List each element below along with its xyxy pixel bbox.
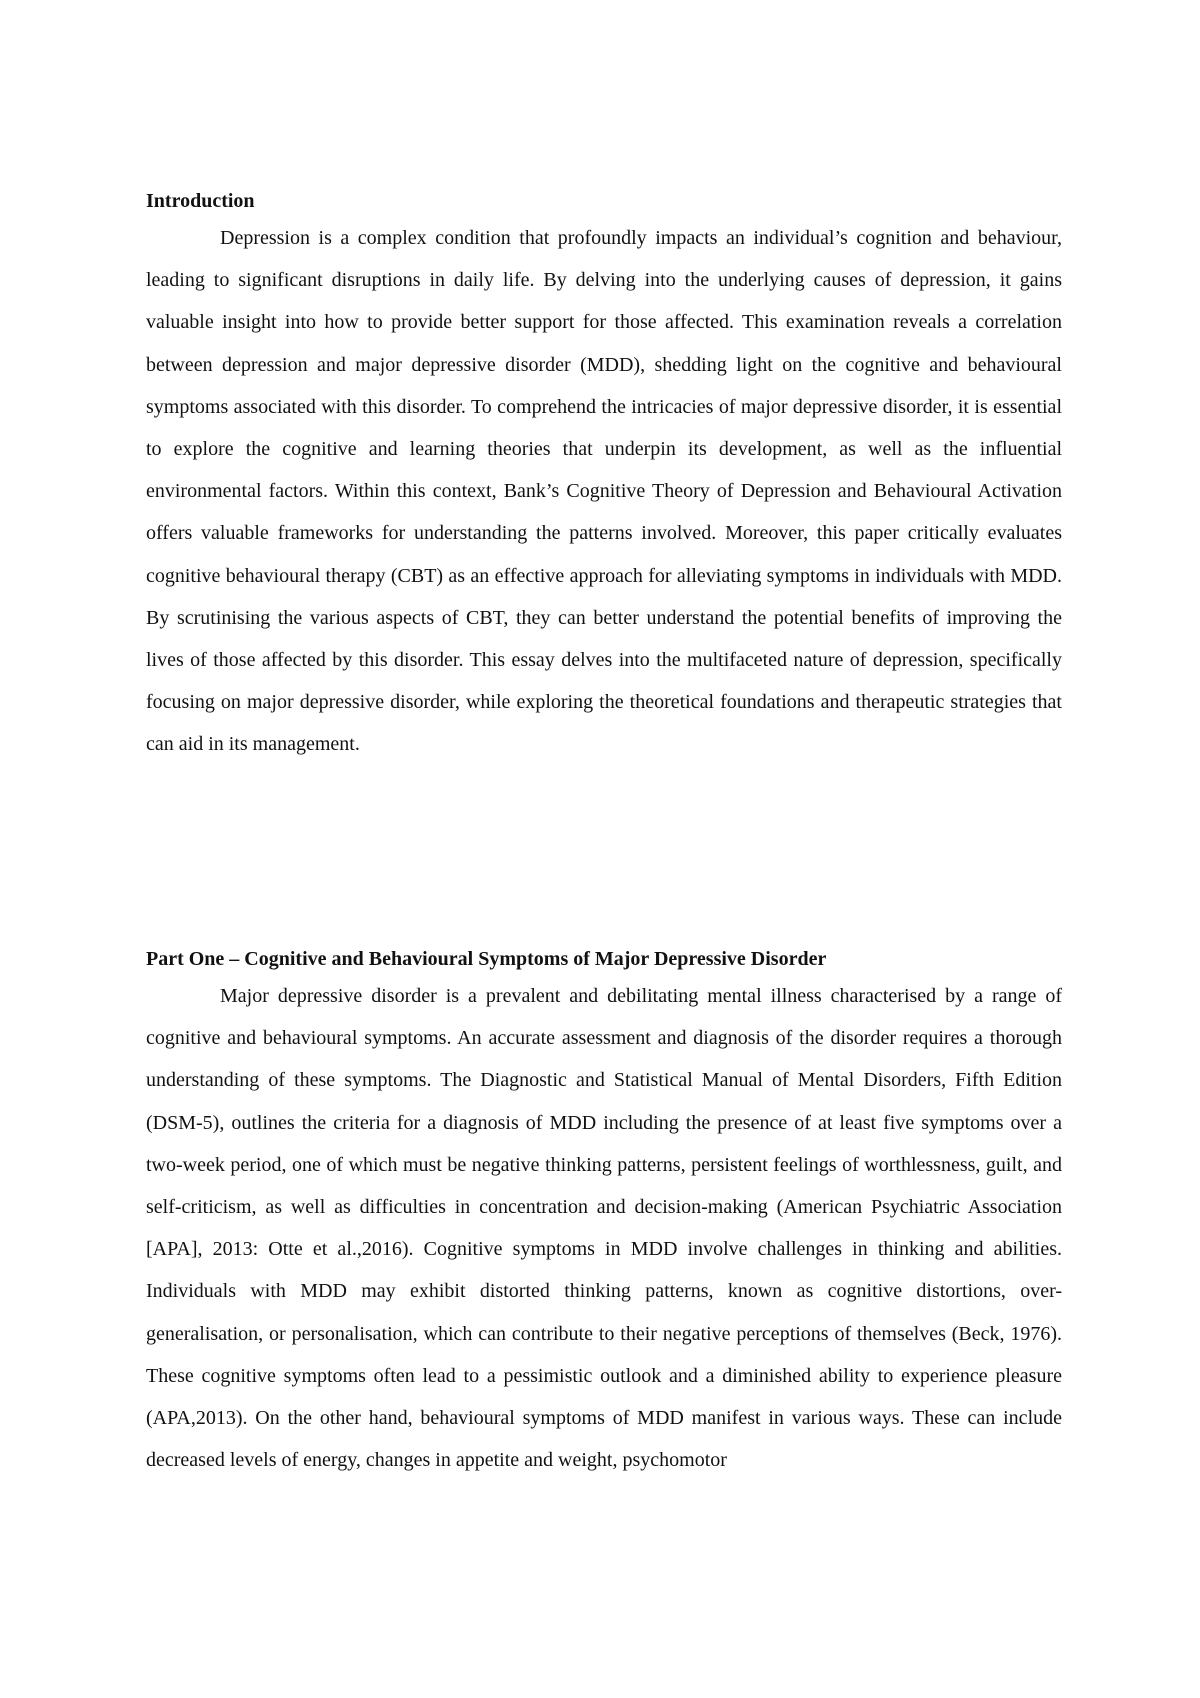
introduction-paragraph: Depression is a complex condition that profoundly impacts an individual’s cognition and behaviour, leading to significant disruptions in daily life. By delving into the underlying causes of depression, it gains valuable insight into how to provide better support for those affected. This examination reveals a correlation between depression and major depressive disorder (MDD), shedding light on the cognitive and behavioural symptoms associated with this disorder. To comprehend the intricacies of major depressive disorder, it is essential to explore the cognitive and learning theories that underpin its development, as well as the influential environmental factors. Within this context, Bank’s Cognitive Theory of Depression and Behavioural Activation offers valuable frameworks for understanding the patterns involved. Moreover, this paper critically evaluates cognitive behavioural therapy (CBT) as an effective approach for alleviating symptoms in individuals with MDD. By scrutinising the various aspects of CBT, they can better understand the potential benefits of improving the lives of those affected by this disorder. This essay delves into the multifaceted nature of depression, specifically focusing on major depressive disorder, while exploring the theoretical foundations and therapeutic strategies that can aid in its management. bbox=[146, 227, 1062, 756]
part-one-heading: Part One – Cognitive and Behavioural Symptoms of Major Depressive Disorder bbox=[146, 948, 827, 970]
part-one-section bbox=[146, 944, 1062, 1481]
part-one-paragraph: Major depressive disorder is a prevalent and debilitating mental illness characterised by a range of cognitive and behavioural symptoms. An accurate assessment and diagnosis of the disorder requires a thorough understanding of these symptoms. The Diagnostic and Statistical Manual of Mental Disorders, Fifth Edition (DSM-5), outlines the criteria for a diagnosis of MDD including the presence of at least five symptoms over a two-week period, one of which must be negative thinking patterns, persistent feelings of worthlessness, guilt, and self-criticism, as well as difficulties in concentration and decision-making (American Psychiatric Association [APA], 2013: Otte et al.,2016). Cognitive symptoms in MDD involve challenges in thinking and abilities. Individuals with MDD may exhibit distorted thinking patterns, known as cognitive distortions, over-generalisation, or personalisation, which can contribute to their negative perceptions of themselves (Beck, 1976). These cognitive symptoms often lead to a pessimistic outlook and a diminished ability to experience pleasure (APA,2013). On the other hand, behavioural symptoms of MDD manifest in various ways. These can include decreased levels of energy, changes in appetite and weight, psychomotor bbox=[146, 985, 1062, 1472]
introduction-heading: Introduction bbox=[146, 190, 255, 212]
introduction-section bbox=[146, 186, 1062, 766]
